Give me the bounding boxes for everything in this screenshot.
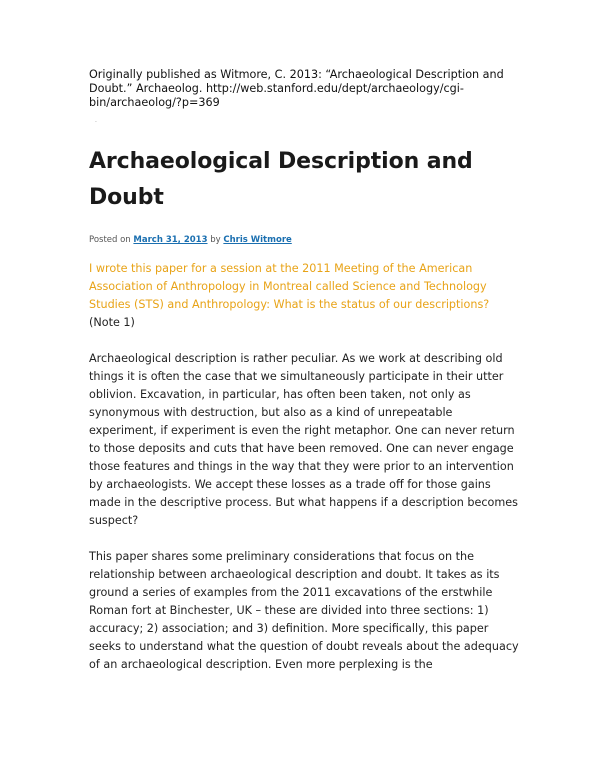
by-label: by: [210, 235, 221, 245]
body-paragraph-1: Archaeological description is rather peculiar. As we work at describing old things it is often the case that we simultaneously participate in their utter oblivion. Excavation, in particular, has often been taken, not only as synonymous with destruction, but also as a kind of unrepeatable experiment, if experiment is even the right metaphor. One can never return to those deposits and cuts that have been removed. One can never engage those features and things in the way that they were prior to an intervention by archaeologists. We accept these losses as a trade off for those gains made in the descriptive process. But what happens if a description becomes suspect?: [89, 352, 519, 527]
document-page: [89, 68, 519, 685]
stray-dot: .: [95, 117, 97, 124]
article-title: Archaeological Description and Doubt: [89, 149, 473, 210]
citation-note: Originally published as Witmore, C. 2013: “Archaeological Description and Doubt.” Archaeolog. http://web.stanford.edu/dept/archaeology/cgi-bin/archaeolog/?p=369: [89, 68, 504, 109]
intro-text: I wrote this paper for a session at the 2011 Meeting of the American Association of Anthropology in Montreal called Science and Technology Studies (STS) and Anthropology: What is the status of our descriptions?: [89, 262, 490, 311]
note-reference: (Note 1): [89, 316, 135, 329]
post-meta: [89, 234, 519, 246]
body-paragraph-2: This paper shares some preliminary considerations that focus on the relationship between archaeological description and doubt. It takes as its ground a series of examples from the 2011 excavations of the erstwhile Roman fort at Binchester, UK – these are divided into three sections: 1) accuracy; 2) association; and 3) definition. More specifically, this paper seeks to understand what the question of doubt reveals about the adequacy of an archaeological description. Even more perplexing is the: [89, 550, 519, 671]
post-date-link[interactable]: March 31, 2013: [133, 235, 208, 245]
author-link[interactable]: Chris Witmore: [223, 235, 292, 245]
posted-on-label: Posted on: [89, 235, 131, 245]
